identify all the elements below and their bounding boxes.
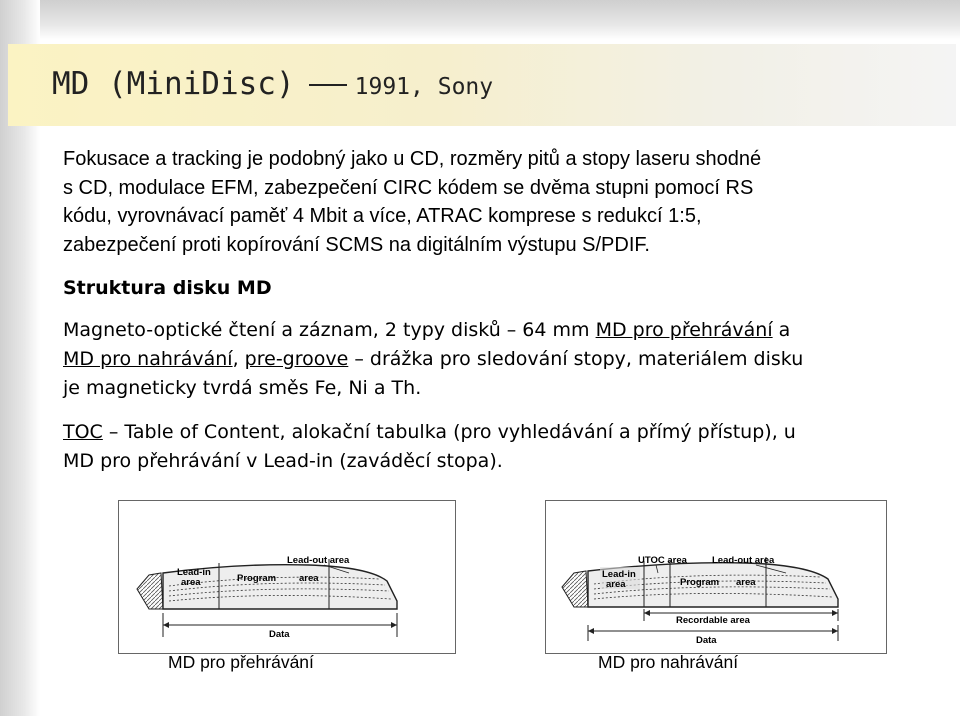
text-run: Magneto-optické čtení a záznam, 2 typy disků – 64 mm [63, 319, 596, 341]
label-program: Program [237, 573, 277, 584]
intro-line: Fokusace a tracking je podobný jako u CD, rozměry pitů a stopy laseru shodné [63, 148, 762, 170]
intro-line: kódu, vyrovnávací paměť 4 Mbit a více, ATRAC komprese s redukcí 1:5, [63, 205, 702, 227]
title-dash [309, 84, 347, 86]
label-leadout: Lead-out area [712, 555, 775, 566]
label-leadin-2: area [181, 577, 201, 588]
intro-line: s CD, modulace EFM, zabezpečení CIRC kódem se dvěma stupni pomocí RS [63, 176, 754, 199]
disc-structure-diagram-playback [119, 501, 455, 653]
text-run: MD pro přehrávání v Lead-in (zaváděcí stopa). [63, 450, 503, 472]
background-top-gradient [0, 0, 960, 40]
label-data: Data [269, 629, 290, 640]
figure-md-recordable [545, 500, 887, 654]
hub-shape [562, 571, 588, 607]
label-area: area [736, 577, 756, 588]
disc-structure-diagram-recordable [546, 501, 886, 653]
title-suffix: 1991, Sony [354, 74, 494, 100]
label-data: Data [696, 635, 717, 646]
figure-md-playback [118, 500, 456, 654]
hub-shape [137, 573, 163, 609]
label-area: area [299, 573, 319, 584]
link-md-prehravani[interactable]: MD pro přehrávání [595, 319, 773, 341]
label-leadin-2: area [606, 579, 626, 590]
label-recordable: Recordable area [676, 615, 750, 626]
section-heading: Struktura disku MD [63, 277, 272, 299]
caption-md-recordable: MD pro nahrávání [598, 652, 739, 672]
link-pre-groove[interactable]: pre-groove [244, 348, 349, 370]
intro-line: zabezpečení proti kopírování SCMS na digitálním výstupu S/PDIF. [63, 233, 650, 256]
text-run: – drážka pro sledování stopy, materiálem disku [348, 348, 804, 370]
label-utoc: UTOC area [638, 555, 687, 566]
slide-title: MD (MiniDisc) 1991, Sony [52, 66, 494, 102]
label-leadin-1: Lead-in [177, 567, 211, 578]
intro-paragraph [63, 145, 761, 259]
text-run: a [772, 319, 791, 341]
toc-paragraph [63, 418, 796, 476]
label-program: Program [680, 577, 720, 588]
link-md-nahravani[interactable]: MD pro nahrávání [63, 348, 233, 370]
link-toc[interactable]: TOC [63, 421, 103, 443]
text-run: , [232, 348, 245, 370]
caption-md-playback: MD pro přehrávání [168, 652, 314, 672]
label-leadin-1: Lead-in [602, 569, 636, 580]
text-run: je magneticky tvrdá směs Fe, Ni a Th. [63, 377, 422, 399]
text-run: – Table of Content, alokační tabulka (pro vyhledávání a přímý přístup), u [102, 421, 796, 443]
structure-paragraph [63, 316, 803, 403]
label-leadout: Lead-out area [287, 555, 350, 566]
